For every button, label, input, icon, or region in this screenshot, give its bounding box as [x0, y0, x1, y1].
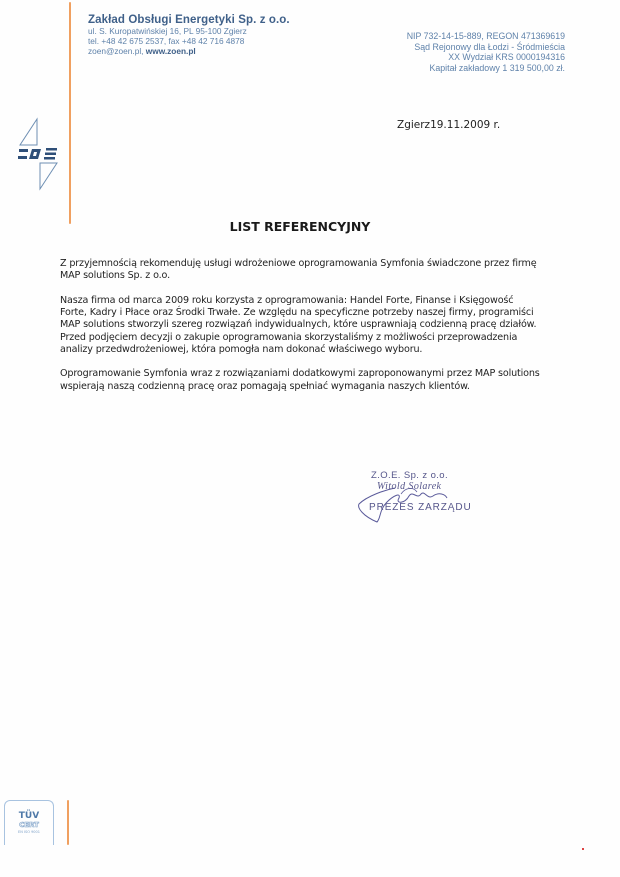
stamp-company: Z.O.E. Sp. z o.o.: [371, 470, 449, 481]
company-stamp: [355, 470, 485, 535]
body-line: Z przyjemnością rekomenduję usługi wdrożeniowe oprogramowania Symfonia świadczone przez firmę: [60, 258, 537, 269]
body-line: MAP solutions Sp. z o.o.: [60, 270, 170, 282]
tuv-label: TÜV: [18, 811, 40, 821]
letter-body: [60, 258, 550, 405]
footer-accent-line: [67, 800, 69, 845]
iso-label: EN ISO 9001: [18, 830, 40, 834]
letterhead-accent-line: [69, 2, 71, 224]
registry-line: Kapitał zakładowy 1 319 500,00 zł.: [429, 62, 565, 73]
company-phone-fax: tel. +48 42 675 2537, fax +48 42 716 4878: [88, 36, 245, 46]
registry-line: NIP 732-14-15-889, REGON 471369619: [406, 31, 565, 41]
body-line: MAP solutions stworzyli szereg rozwiązań indywidualnych, które usprawniają codzienną pracę działów.: [60, 319, 537, 331]
company-header: [88, 14, 290, 56]
company-address: ul. S. Kuropatwińskiej 16, PL 95-100 Zgierz: [88, 26, 247, 36]
paragraph-usage: [60, 295, 550, 356]
paragraph-summary: [60, 368, 550, 392]
letter-date: Zgierz19.11.2009 r.: [397, 119, 501, 131]
company-contact: [88, 46, 290, 56]
paragraph-recommendation: [60, 258, 550, 282]
company-email: zoen@zoen.pl,: [88, 46, 144, 56]
company-registry: [407, 31, 565, 73]
company-website: www.zoen.pl: [145, 46, 196, 56]
tuv-cert-badge: [4, 800, 54, 845]
body-line: Forte, Kadry i Płace oraz Środki Trwałe. Ze względu na specyficzne potrzeby naszej firmy, programiści: [60, 307, 534, 319]
body-line: Oprogramowanie Symfonia wraz z rozwiązaniami dodatkowymi zaproponowanymi przez MAP solutions: [60, 368, 540, 380]
registry-line: XX Wydział KRS 0000194316: [448, 52, 565, 63]
cert-label: CERT: [19, 821, 39, 829]
body-line: Przed podjęciem decyzji o zakupie oprogramowania skorzystaliśmy z możliwości przeprowadzenia: [60, 331, 518, 343]
stamp-position: PREZES ZARZĄDU: [369, 502, 472, 513]
stamp-person: Witold Solarek: [377, 481, 442, 492]
letter-title: LIST REFERENCYJNY: [229, 219, 371, 234]
body-line: Nasza firma od marca 2009 roku korzysta z oprogramowania: Handel Forte, Finanse i Księgowość: [60, 294, 514, 306]
zoe-logo-icon: [16, 117, 62, 192]
registry-line: Sąd Rejonowy dla Łodzi - Śródmieścia: [414, 41, 565, 52]
body-line: analizy przedwdrożeniowej, która pomogła nam dokonać właściwego wyboru.: [60, 343, 423, 355]
company-name: Zakład Obsługi Energetyki Sp. z o.o.: [88, 14, 290, 26]
body-line: wspierają naszą codzienną pracę oraz pomagają spełniać wymagania naszych klientów.: [60, 380, 470, 392]
scan-mark: [582, 848, 584, 850]
